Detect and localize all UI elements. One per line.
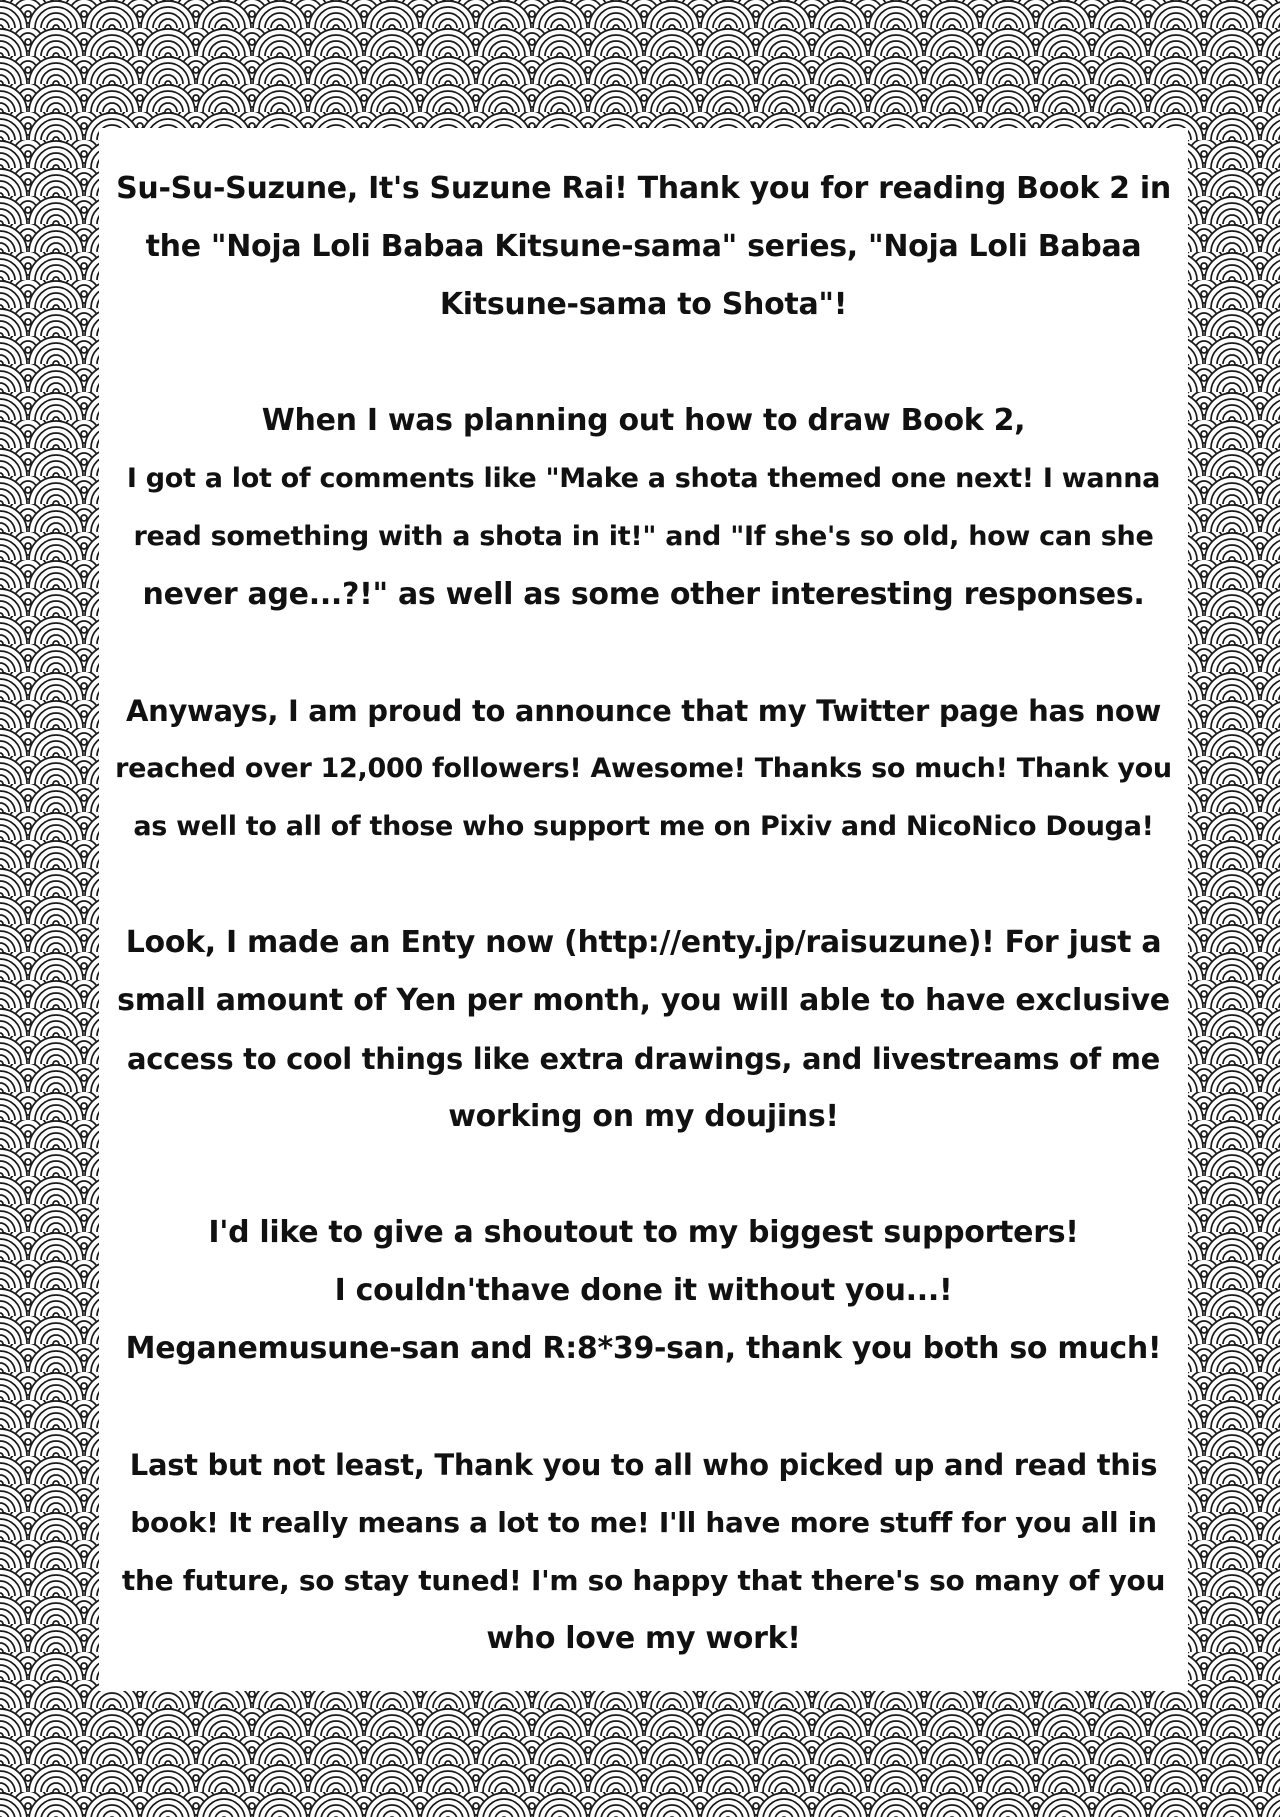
text-line: working on my doujins! — [448, 1099, 839, 1134]
afterword-paragraph-1 — [115, 160, 1172, 334]
text-line: the future, so stay tuned! I'm so happy that there's so many of you — [121, 1564, 1166, 1597]
text-line: Last but not least, Thank you to all who picked up and read this — [129, 1448, 1158, 1482]
afterword-paragraph-4 — [115, 914, 1172, 1146]
text-line: I'd like to give a shoutout to my biggest supporters! — [208, 1215, 1079, 1250]
afterword-paragraph-3 — [115, 682, 1172, 856]
text-line: book! It really means a lot to me! I'll have more stuff for you all in — [130, 1506, 1157, 1539]
text-line: read something with a shota in it!" and "If she's so old, how can she — [133, 521, 1154, 552]
text-line: I couldn'thave done it without you...! — [334, 1273, 953, 1308]
text-line: as well to all of those who support me on Pixiv and NicoNico Douga! — [133, 811, 1154, 842]
text-line: small amount of Yen per month, you will able to have exclusive — [117, 983, 1170, 1018]
text-line: the "Noja Loli Babaa Kitsune-sama" series, "Noja Loli Babaa — [145, 229, 1142, 264]
afterword-paragraph-5 — [115, 1204, 1172, 1378]
text-line: reached over 12,000 followers! Awesome! Thanks so much! Thank you — [115, 753, 1172, 784]
text-line: never age...?!" as well as some other interesting responses. — [142, 577, 1145, 612]
text-line: Su-Su-Suzune, It's Suzune Rai! Thank you for reading Book 2 in — [116, 171, 1171, 206]
text-line: When I was planning out how to draw Book 2, — [261, 403, 1026, 438]
afterword-paragraph-6 — [115, 1436, 1172, 1668]
text-line: Meganemusune-san and R:8*39-san, thank you both so much! — [125, 1331, 1162, 1366]
afterword-paragraph-2 — [115, 392, 1172, 624]
afterword-text-panel — [99, 128, 1188, 1691]
text-line: access to cool things like extra drawings, and livestreams of me — [127, 1042, 1160, 1076]
text-line: Anyways, I am proud to announce that my Twitter page has now — [125, 694, 1162, 728]
text-line: Look, I made an Enty now (http://enty.jp/raisuzune)! For just a — [125, 925, 1162, 960]
text-line: I got a lot of comments like "Make a shota themed one next! I wanna — [126, 463, 1161, 494]
text-line: Kitsune-sama to Shota"! — [439, 287, 848, 322]
text-line: who love my work! — [486, 1621, 801, 1656]
